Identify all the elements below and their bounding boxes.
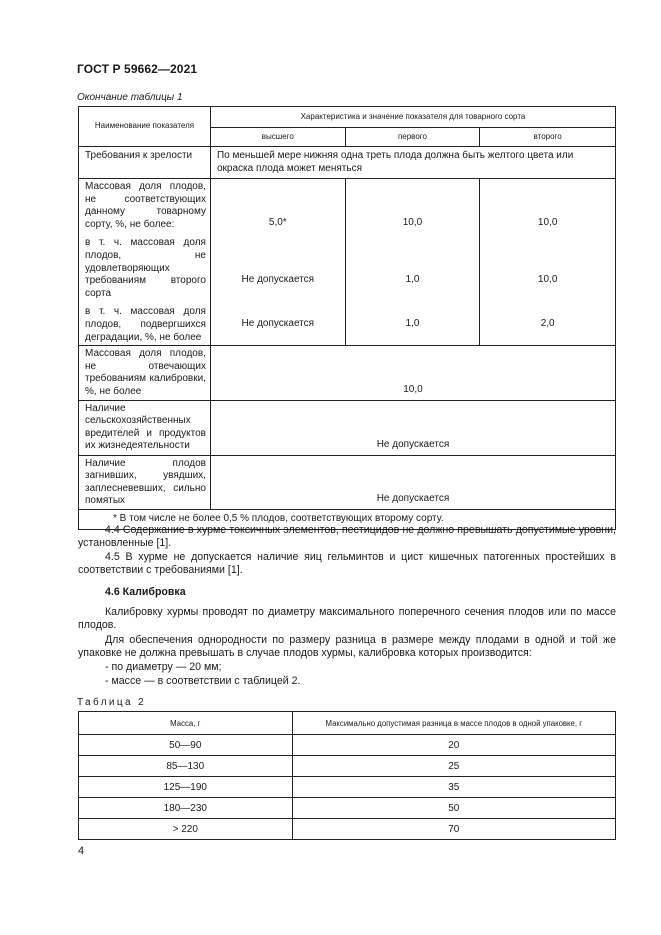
grade-header-highest: высшего [210, 128, 345, 147]
page-number: 4 [78, 845, 85, 857]
mass-sub1-first: 1,0 [405, 274, 420, 285]
table2-mass-cell: 180—230 [79, 798, 293, 819]
table-row [79, 400, 616, 455]
table1-footnote: * В том числе не более 0,5 % плодов, соответствующих второму сорту. [79, 509, 616, 529]
table2-diff-cell: 25 [292, 756, 615, 777]
document-header: ГОСТ Р 59662—2021 [77, 62, 198, 76]
paragraph-4-6-a: Калибровку хурмы проводят по диаметру максимального поперечного сечения плодов или по массе плодов. [78, 606, 616, 632]
grade-header-first: первого [345, 128, 480, 147]
mass-main-first: 10,0 [402, 217, 423, 228]
table2-mass-cell: 85—130 [79, 756, 293, 777]
table1 [78, 106, 616, 530]
mass-sub2-name: в т. ч. массовая доля плодов, подвергшихся деградации, %, не более [85, 306, 206, 343]
table2-mass-cell: 125—190 [79, 777, 293, 798]
table-row [79, 819, 616, 840]
table2-header-difference: Максимально допустимая разница в массе плодов в одной упаковке, г [292, 712, 615, 735]
grade-header-second: второго [480, 128, 616, 147]
mass-values-second [480, 179, 616, 346]
ripeness-name: Требования к зрелости [79, 147, 211, 179]
mass-sub2-first: 1,0 [405, 318, 420, 329]
ripeness-value: По меньшей мере нижняя одна треть плода должна быть желтого цвета или окраска плода может меняться [210, 147, 615, 179]
mass-sub1-name: в т. ч. массовая доля плодов, не удовлетворяющих требованиям второго сорта [85, 237, 206, 299]
pests-name: Наличие сельскохозяйственных вредителей и продуктов их жизнедеятельности [79, 400, 211, 455]
pests-value: Не допускается [210, 400, 615, 455]
mass-block-names [79, 179, 211, 346]
table-row [79, 147, 616, 179]
paragraph-4-5: 4.5 В хурме не допускается наличие яиц гельминтов и цист кишечных патогенных простейших в соответствии с требованиями [1]. [78, 551, 616, 577]
table2-mass-cell: > 220 [79, 819, 293, 840]
mass-main-name: Массовая доля плодов, не соответствующих данному товарному сорту, %, не более: [85, 181, 206, 230]
table2 [78, 711, 616, 840]
table2-caption: Таблица 2 [77, 697, 147, 708]
table2-diff-cell: 20 [292, 735, 615, 756]
rotten-name: Наличие плодов загнивших, увядших, заплесневевших, сильно помятых [79, 455, 211, 509]
mass-values-first [345, 179, 480, 346]
rotten-value: Не допускается [210, 455, 615, 509]
list-item: - массе — в соответствии с таблицей 2. [105, 675, 301, 687]
col-name-header: Наименование показателя [79, 107, 211, 147]
table-row [79, 756, 616, 777]
mass-sub1-second: 10,0 [537, 274, 558, 285]
mass-values-highest [210, 179, 345, 346]
section-4-6-title: 4.6 Калибровка [105, 586, 186, 598]
table2-diff-cell: 70 [292, 819, 615, 840]
mass-main-highest: 5,0* [268, 217, 287, 228]
list-item: - по диаметру — 20 мм; [105, 661, 222, 673]
table-row [79, 455, 616, 509]
table-row [79, 735, 616, 756]
paragraph-4-6-b: Для обеспечения однородности по размеру разница в размере между плодами в одной и той же упаковке не должна превышать в случае плодов хурмы, калибровка которых производится: [78, 634, 616, 660]
table2-diff-cell: 35 [292, 777, 615, 798]
mass-sub2-highest: Не допускается [241, 318, 315, 329]
table-row [79, 798, 616, 819]
table-row [79, 346, 616, 400]
group-header: Характеристика и значение показателя для товарного сорта [210, 107, 615, 128]
table-row [79, 179, 616, 346]
table-row [79, 777, 616, 798]
table2-header-mass: Масса, г [79, 712, 293, 735]
mass-main-second: 10,0 [537, 217, 558, 228]
table2-mass-cell: 50—90 [79, 735, 293, 756]
mass-sub2-second: 2,0 [540, 318, 555, 329]
paragraph-4-4: 4.4 Содержание в хурме токсичных элементов, пестицидов не должно превышать допустимые уровни, установленные [1]. [78, 524, 616, 550]
table2-diff-cell: 50 [292, 798, 615, 819]
mass-sub1-highest: Не допускается [241, 274, 315, 285]
calibration-value: 10,0 [210, 346, 615, 400]
table1-caption: Окончание таблицы 1 [77, 92, 183, 103]
calibration-name: Массовая доля плодов, не отвечающих требованиям калибровки, %, не более [79, 346, 211, 400]
